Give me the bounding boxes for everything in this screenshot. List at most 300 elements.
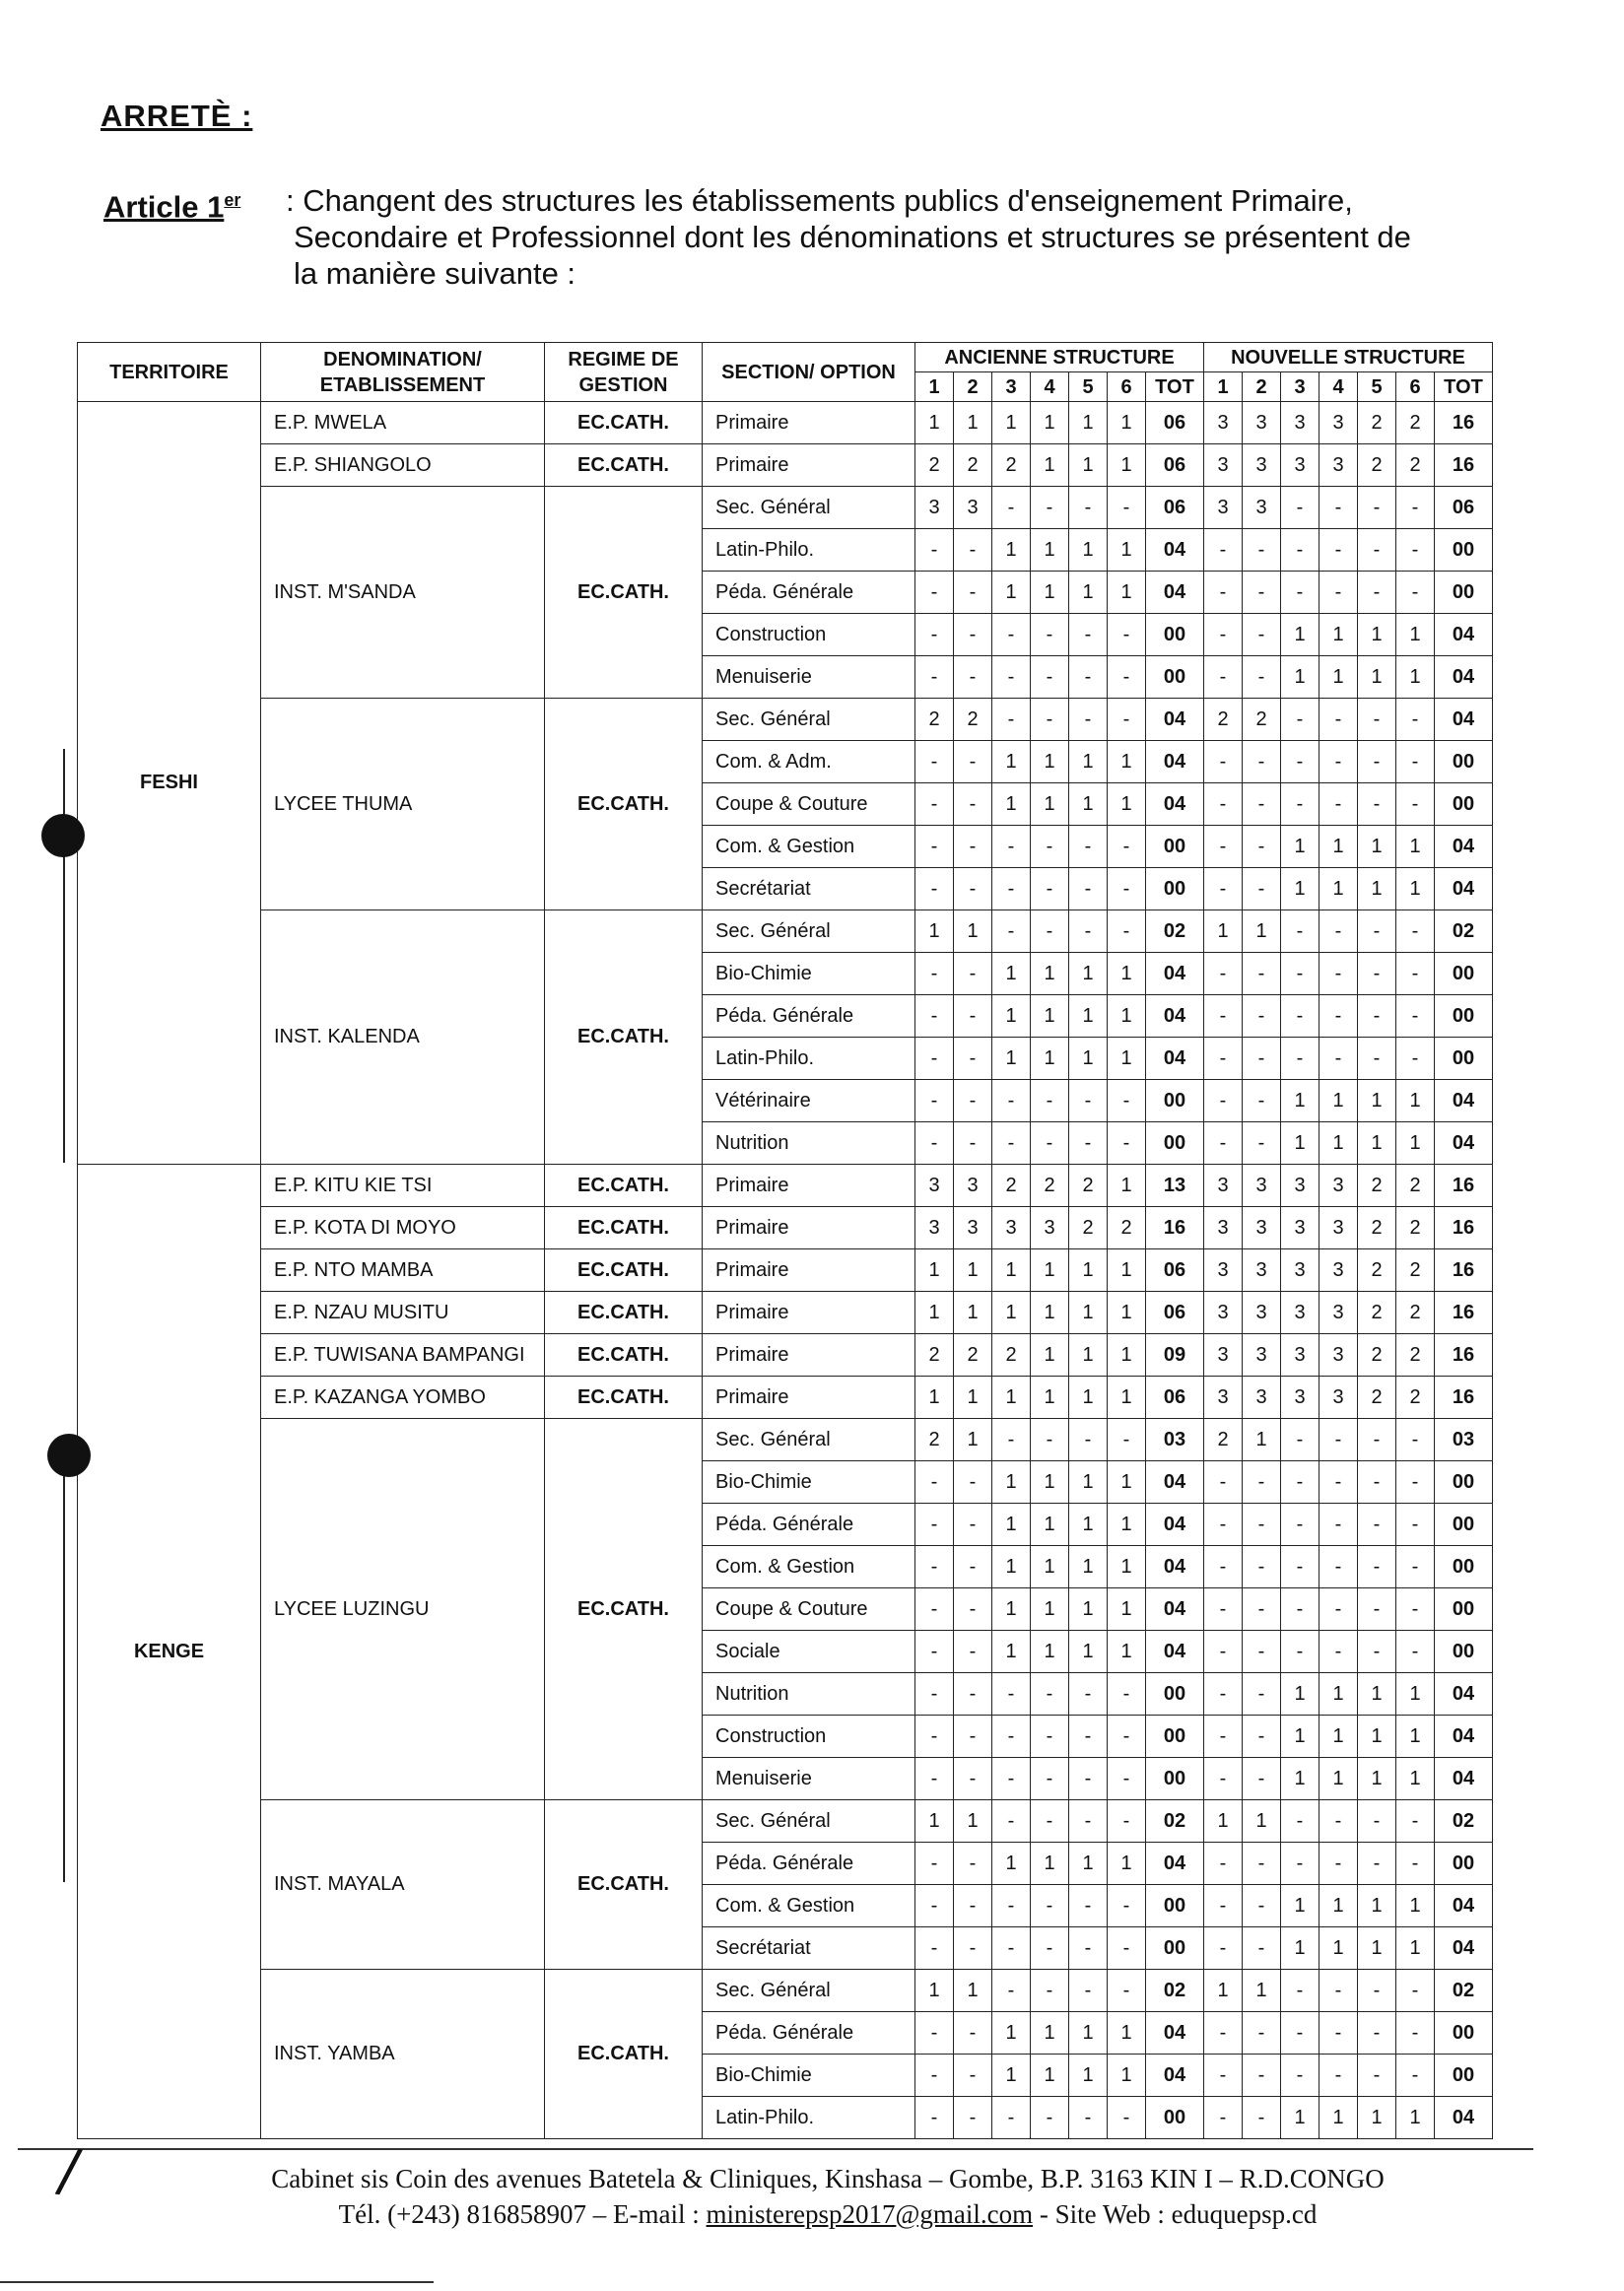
total-cell: 04: [1146, 995, 1204, 1038]
count-cell: 1: [1358, 614, 1396, 656]
denomination-cell: LYCEE THUMA: [261, 699, 545, 910]
count-cell: 1: [1108, 1588, 1146, 1631]
count-cell: 2: [992, 1334, 1031, 1377]
total-cell: 00: [1146, 1673, 1204, 1716]
count-cell: 1: [1281, 1080, 1320, 1122]
nouvelle-col-header: 2: [1243, 372, 1281, 402]
count-cell: -: [915, 1080, 954, 1122]
count-cell: 1: [1358, 826, 1396, 868]
margin-line-lower: [63, 1458, 65, 1882]
count-cell: -: [1243, 826, 1281, 868]
count-cell: 3: [1320, 444, 1358, 487]
total-cell: 00: [1146, 614, 1204, 656]
total-cell: 00: [1435, 741, 1493, 783]
count-cell: -: [1069, 1800, 1108, 1843]
count-cell: -: [1204, 1038, 1243, 1080]
total-cell: 04: [1435, 614, 1493, 656]
count-cell: 1: [954, 1377, 992, 1419]
section-cell: Latin-Philo.: [703, 529, 915, 572]
count-cell: -: [1204, 656, 1243, 699]
regime-cell: EC.CATH.: [545, 1334, 703, 1377]
section-cell: Bio-Chimie: [703, 953, 915, 995]
count-cell: -: [1396, 699, 1435, 741]
count-cell: 1: [1320, 1716, 1358, 1758]
count-cell: -: [1031, 487, 1069, 529]
handwritten-mark: /: [53, 2134, 86, 2207]
table-row: [78, 1419, 1493, 1461]
count-cell: 1: [1031, 572, 1069, 614]
count-cell: -: [1358, 1546, 1396, 1588]
total-cell: 00: [1435, 1631, 1493, 1673]
section-cell: Latin-Philo.: [703, 2097, 915, 2139]
table-row: [78, 487, 1493, 529]
total-cell: 00: [1146, 1885, 1204, 1927]
count-cell: 1: [954, 910, 992, 953]
count-cell: 1: [1320, 1080, 1358, 1122]
count-cell: 1: [1320, 1885, 1358, 1927]
count-cell: 1: [1396, 826, 1435, 868]
count-cell: 2: [1396, 1292, 1435, 1334]
count-cell: 3: [1320, 1207, 1358, 1249]
regime-cell: EC.CATH.: [545, 1249, 703, 1292]
total-cell: 00: [1435, 572, 1493, 614]
count-cell: -: [1204, 2055, 1243, 2097]
count-cell: -: [1204, 1885, 1243, 1927]
count-cell: 2: [1204, 699, 1243, 741]
count-cell: -: [1204, 614, 1243, 656]
count-cell: 2: [992, 1165, 1031, 1207]
count-cell: -: [954, 1758, 992, 1800]
total-cell: 04: [1435, 1673, 1493, 1716]
count-cell: -: [954, 1716, 992, 1758]
count-cell: -: [1396, 2055, 1435, 2097]
total-cell: 16: [1435, 1334, 1493, 1377]
count-cell: -: [1108, 1927, 1146, 1970]
count-cell: -: [1069, 656, 1108, 699]
count-cell: -: [1281, 699, 1320, 741]
count-cell: 1: [915, 1800, 954, 1843]
count-cell: -: [1281, 1504, 1320, 1546]
count-cell: 1: [954, 1970, 992, 2012]
count-cell: -: [1069, 826, 1108, 868]
count-cell: 1: [1108, 1038, 1146, 1080]
count-cell: -: [915, 614, 954, 656]
count-cell: -: [1031, 1122, 1069, 1165]
count-cell: 1: [992, 1843, 1031, 1885]
count-cell: -: [1320, 1419, 1358, 1461]
count-cell: -: [1358, 783, 1396, 826]
count-cell: 2: [1396, 444, 1435, 487]
count-cell: 1: [1358, 656, 1396, 699]
count-cell: 1: [992, 529, 1031, 572]
count-cell: 1: [1108, 741, 1146, 783]
count-cell: 3: [1281, 1165, 1320, 1207]
count-cell: -: [1204, 1758, 1243, 1800]
count-cell: 1: [1031, 1461, 1069, 1504]
count-cell: 3: [1204, 1249, 1243, 1292]
count-cell: -: [1396, 572, 1435, 614]
count-cell: 1: [1243, 1800, 1281, 1843]
count-cell: 1: [1281, 656, 1320, 699]
total-cell: 00: [1146, 656, 1204, 699]
count-cell: -: [1320, 1800, 1358, 1843]
section-cell: Bio-Chimie: [703, 1461, 915, 1504]
section-cell: Com. & Adm.: [703, 741, 915, 783]
count-cell: 1: [1031, 1249, 1069, 1292]
section-cell: Coupe & Couture: [703, 1588, 915, 1631]
count-cell: 1: [1358, 2097, 1396, 2139]
total-cell: 06: [1146, 402, 1204, 444]
regime-cell: EC.CATH.: [545, 444, 703, 487]
section-cell: Latin-Philo.: [703, 1038, 915, 1080]
count-cell: -: [1204, 826, 1243, 868]
total-cell: 16: [1435, 444, 1493, 487]
count-cell: 3: [1281, 1377, 1320, 1419]
count-cell: 2: [954, 444, 992, 487]
count-cell: -: [1358, 910, 1396, 953]
count-cell: -: [1108, 1800, 1146, 1843]
count-cell: 1: [1031, 2012, 1069, 2055]
total-cell: 04: [1435, 1758, 1493, 1800]
count-cell: -: [1320, 487, 1358, 529]
count-cell: -: [1281, 741, 1320, 783]
count-cell: 1: [1031, 995, 1069, 1038]
ancienne-col-header: 6: [1108, 372, 1146, 402]
count-cell: -: [915, 995, 954, 1038]
table-row: [78, 910, 1493, 953]
regime-cell: EC.CATH.: [545, 1207, 703, 1249]
count-cell: 2: [1396, 402, 1435, 444]
count-cell: -: [954, 1588, 992, 1631]
ancienne-col-header: 3: [992, 372, 1031, 402]
count-cell: -: [1281, 1546, 1320, 1588]
denomination-cell: E.P. TUWISANA BAMPANGI: [261, 1334, 545, 1377]
count-cell: -: [915, 953, 954, 995]
count-cell: -: [1358, 1038, 1396, 1080]
total-cell: 00: [1435, 2055, 1493, 2097]
count-cell: 1: [1281, 1716, 1320, 1758]
count-cell: 3: [1320, 1165, 1358, 1207]
count-cell: 2: [1358, 1249, 1396, 1292]
count-cell: 1: [1069, 953, 1108, 995]
count-cell: 1: [954, 1800, 992, 1843]
count-cell: 2: [915, 1334, 954, 1377]
count-cell: 1: [992, 1504, 1031, 1546]
count-cell: 1: [1108, 953, 1146, 995]
count-cell: -: [1204, 572, 1243, 614]
count-cell: -: [915, 1673, 954, 1716]
section-cell: Péda. Générale: [703, 572, 915, 614]
count-cell: 1: [954, 1249, 992, 1292]
count-cell: -: [1358, 487, 1396, 529]
total-cell: 04: [1146, 1546, 1204, 1588]
territoire-cell: FESHI: [78, 402, 261, 1165]
count-cell: 3: [1243, 1292, 1281, 1334]
count-cell: 1: [992, 783, 1031, 826]
denomination-cell: INST. MAYALA: [261, 1800, 545, 1970]
count-cell: -: [954, 1885, 992, 1927]
count-cell: 1: [992, 1588, 1031, 1631]
count-cell: 1: [1396, 1716, 1435, 1758]
total-cell: 16: [1435, 1377, 1493, 1419]
count-cell: -: [1320, 1970, 1358, 2012]
count-cell: -: [954, 953, 992, 995]
count-cell: -: [992, 656, 1031, 699]
count-cell: -: [1108, 868, 1146, 910]
section-cell: Sociale: [703, 1631, 915, 1673]
count-cell: -: [1358, 1588, 1396, 1631]
count-cell: -: [1204, 1504, 1243, 1546]
article-line-1: : Changent des structures les établissements publics d'enseignement Primaire,: [286, 183, 1353, 218]
count-cell: -: [1243, 868, 1281, 910]
count-cell: -: [1031, 656, 1069, 699]
table-row: [78, 699, 1493, 741]
total-cell: 02: [1146, 1970, 1204, 2012]
count-cell: 1: [1358, 1927, 1396, 1970]
count-cell: -: [1031, 1885, 1069, 1927]
total-cell: 00: [1435, 1461, 1493, 1504]
count-cell: 3: [1243, 402, 1281, 444]
article-line-3: la manière suivante :: [294, 256, 576, 291]
count-cell: -: [1358, 1461, 1396, 1504]
total-cell: 04: [1435, 1080, 1493, 1122]
count-cell: -: [1396, 1419, 1435, 1461]
count-cell: -: [1069, 2097, 1108, 2139]
footer-separator: [18, 2148, 1533, 2150]
footer-site: - Site Web : eduquepsp.cd: [1033, 2199, 1318, 2229]
count-cell: 1: [1069, 529, 1108, 572]
count-cell: 2: [1069, 1165, 1108, 1207]
total-cell: 04: [1146, 1461, 1204, 1504]
header-ancienne: ANCIENNE STRUCTURE: [915, 343, 1204, 372]
denomination-cell: INST. YAMBA: [261, 1970, 545, 2139]
count-cell: -: [1031, 826, 1069, 868]
total-cell: 04: [1435, 1716, 1493, 1758]
denomination-cell: E.P. KAZANGA YOMBO: [261, 1377, 545, 1419]
count-cell: 1: [1108, 1165, 1146, 1207]
count-cell: 1: [1031, 444, 1069, 487]
count-cell: 3: [1243, 1377, 1281, 1419]
count-cell: -: [1396, 1461, 1435, 1504]
count-cell: -: [1069, 1885, 1108, 1927]
denomination-cell: E.P. MWELA: [261, 402, 545, 444]
count-cell: -: [954, 868, 992, 910]
section-cell: Construction: [703, 614, 915, 656]
count-cell: 1: [1031, 1038, 1069, 1080]
count-cell: 1: [992, 2012, 1031, 2055]
count-cell: -: [1396, 1588, 1435, 1631]
count-cell: -: [1396, 1800, 1435, 1843]
count-cell: -: [1243, 1885, 1281, 1927]
count-cell: -: [992, 1800, 1031, 1843]
count-cell: -: [1281, 572, 1320, 614]
count-cell: 3: [1243, 1207, 1281, 1249]
count-cell: 1: [1281, 1673, 1320, 1716]
section-cell: Menuiserie: [703, 656, 915, 699]
count-cell: -: [992, 699, 1031, 741]
count-cell: -: [1358, 953, 1396, 995]
section-cell: Secrétariat: [703, 868, 915, 910]
count-cell: -: [1281, 1588, 1320, 1631]
count-cell: -: [1204, 741, 1243, 783]
section-cell: Péda. Générale: [703, 1843, 915, 1885]
count-cell: -: [954, 1673, 992, 1716]
total-cell: 04: [1146, 741, 1204, 783]
count-cell: 1: [1108, 2012, 1146, 2055]
total-cell: 13: [1146, 1165, 1204, 1207]
count-cell: -: [1243, 1504, 1281, 1546]
section-cell: Primaire: [703, 1377, 915, 1419]
count-cell: 1: [1031, 1631, 1069, 1673]
count-cell: -: [1243, 529, 1281, 572]
margin-line-upper: [63, 749, 65, 1163]
count-cell: -: [1243, 1631, 1281, 1673]
count-cell: -: [1204, 1122, 1243, 1165]
count-cell: 3: [915, 487, 954, 529]
count-cell: 1: [992, 1546, 1031, 1588]
count-cell: -: [1069, 487, 1108, 529]
count-cell: -: [1031, 699, 1069, 741]
count-cell: 1: [1243, 1419, 1281, 1461]
count-cell: 1: [1108, 1631, 1146, 1673]
total-cell: 03: [1435, 1419, 1493, 1461]
count-cell: -: [1358, 1504, 1396, 1546]
count-cell: -: [1031, 1927, 1069, 1970]
table-row: [78, 1800, 1493, 1843]
count-cell: -: [992, 826, 1031, 868]
count-cell: 3: [1031, 1207, 1069, 1249]
structures-table-wrap: [77, 342, 1493, 2139]
section-cell: Secrétariat: [703, 1927, 915, 1970]
count-cell: -: [1358, 529, 1396, 572]
total-cell: 04: [1146, 1843, 1204, 1885]
denomination-cell: E.P. KITU KIE TSI: [261, 1165, 545, 1207]
footer-address: Cabinet sis Coin des avenues Batetela & Cliniques, Kinshasa – Gombe, B.P. 3163 KIN I – R.D.CONGO: [271, 2164, 1385, 2193]
count-cell: 1: [1396, 1122, 1435, 1165]
count-cell: -: [1204, 783, 1243, 826]
count-cell: -: [1281, 1419, 1320, 1461]
total-cell: 00: [1435, 2012, 1493, 2055]
count-cell: 1: [1108, 2055, 1146, 2097]
count-cell: -: [1320, 1504, 1358, 1546]
total-cell: 16: [1435, 1207, 1493, 1249]
section-cell: Com. & Gestion: [703, 826, 915, 868]
count-cell: 3: [915, 1165, 954, 1207]
count-cell: -: [992, 487, 1031, 529]
ancienne-col-header: 1: [915, 372, 954, 402]
ancienne-col-header: 5: [1069, 372, 1108, 402]
ancienne-col-header: 4: [1031, 372, 1069, 402]
footer-email: ministerepsp2017@gmail.com: [706, 2199, 1034, 2229]
total-cell: 03: [1146, 1419, 1204, 1461]
count-cell: 2: [915, 699, 954, 741]
count-cell: -: [1243, 1758, 1281, 1800]
total-cell: 00: [1435, 1588, 1493, 1631]
count-cell: 3: [915, 1207, 954, 1249]
count-cell: -: [1108, 1758, 1146, 1800]
count-cell: -: [1069, 1927, 1108, 1970]
count-cell: -: [1108, 826, 1146, 868]
count-cell: 1: [915, 1377, 954, 1419]
count-cell: 3: [1204, 1377, 1243, 1419]
count-cell: 1: [1108, 1461, 1146, 1504]
count-cell: 1: [1069, 444, 1108, 487]
count-cell: -: [1320, 529, 1358, 572]
count-cell: 1: [1320, 656, 1358, 699]
total-cell: 16: [1435, 1165, 1493, 1207]
table-row: [78, 1377, 1493, 1419]
total-cell: 04: [1435, 2097, 1493, 2139]
count-cell: -: [1358, 1970, 1396, 2012]
count-cell: -: [992, 1673, 1031, 1716]
count-cell: -: [1243, 572, 1281, 614]
count-cell: -: [1204, 1716, 1243, 1758]
count-cell: -: [954, 1038, 992, 1080]
count-cell: -: [1204, 868, 1243, 910]
total-cell: 00: [1435, 529, 1493, 572]
count-cell: -: [1358, 1800, 1396, 1843]
count-cell: -: [1396, 1546, 1435, 1588]
count-cell: -: [1031, 614, 1069, 656]
count-cell: -: [1243, 1546, 1281, 1588]
table-row: [78, 1970, 1493, 2012]
count-cell: 1: [992, 1249, 1031, 1292]
count-cell: 1: [1108, 444, 1146, 487]
count-cell: 1: [1204, 1800, 1243, 1843]
count-cell: -: [1108, 614, 1146, 656]
count-cell: 3: [1320, 1334, 1358, 1377]
regime-cell: EC.CATH.: [545, 1377, 703, 1419]
total-cell: 00: [1146, 826, 1204, 868]
count-cell: -: [915, 656, 954, 699]
total-cell: 16: [1146, 1207, 1204, 1249]
count-cell: 1: [1031, 783, 1069, 826]
count-cell: 1: [1069, 1843, 1108, 1885]
regime-cell: EC.CATH.: [545, 1292, 703, 1334]
total-cell: 04: [1146, 1038, 1204, 1080]
count-cell: -: [1396, 953, 1435, 995]
section-cell: Sec. Général: [703, 1800, 915, 1843]
regime-cell: EC.CATH.: [545, 1165, 703, 1207]
count-cell: -: [1320, 995, 1358, 1038]
count-cell: -: [992, 1970, 1031, 2012]
table-row: [78, 1334, 1493, 1377]
ancienne-col-header: 2: [954, 372, 992, 402]
table-row: [78, 1165, 1493, 1207]
count-cell: -: [954, 1080, 992, 1122]
count-cell: -: [1069, 1758, 1108, 1800]
count-cell: -: [954, 2055, 992, 2097]
count-cell: 2: [1396, 1377, 1435, 1419]
total-cell: 16: [1435, 1292, 1493, 1334]
section-cell: Péda. Générale: [703, 2012, 915, 2055]
section-cell: Péda. Générale: [703, 1504, 915, 1546]
count-cell: 1: [1358, 1122, 1396, 1165]
total-cell: 04: [1146, 783, 1204, 826]
count-cell: 1: [1108, 1504, 1146, 1546]
count-cell: -: [1396, 487, 1435, 529]
nouvelle-col-header: 5: [1358, 372, 1396, 402]
count-cell: 1: [1358, 1673, 1396, 1716]
count-cell: 1: [1396, 868, 1435, 910]
total-cell: 04: [1146, 1588, 1204, 1631]
count-cell: -: [954, 1843, 992, 1885]
count-cell: -: [954, 572, 992, 614]
count-cell: -: [1358, 1843, 1396, 1885]
count-cell: -: [1204, 2012, 1243, 2055]
bottom-line: [0, 2281, 434, 2283]
section-cell: Coupe & Couture: [703, 783, 915, 826]
